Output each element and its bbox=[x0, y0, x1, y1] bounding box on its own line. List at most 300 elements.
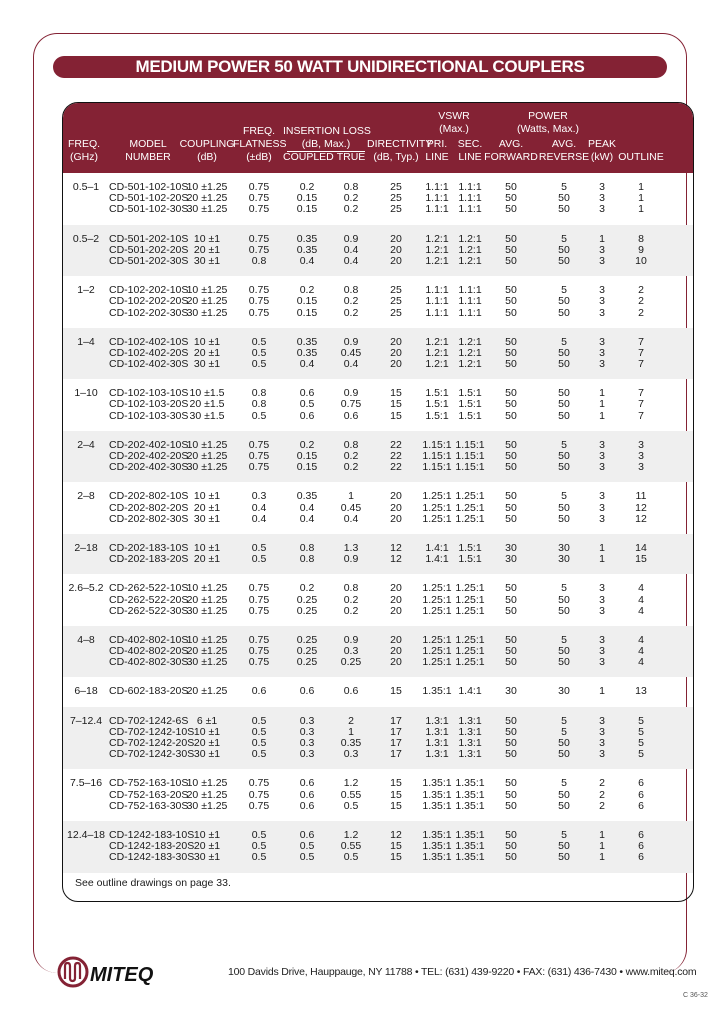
cell-avg-forward: 50 bbox=[505, 398, 517, 411]
cell-coupling: 20 ±1 bbox=[193, 346, 221, 359]
cell-vswr-pri: 1.35:1 bbox=[422, 777, 452, 790]
cell-peak: 3 bbox=[599, 306, 605, 319]
cell-peak: 3 bbox=[599, 358, 605, 371]
cell-vswr-pri: 1.25:1 bbox=[422, 593, 452, 606]
cell-flatness: 0.75 bbox=[248, 284, 270, 297]
cell-peak: 1 bbox=[599, 851, 605, 864]
cell-avg-reverse: 5 bbox=[561, 777, 567, 790]
cell-directivity: 20 bbox=[390, 346, 402, 359]
cell-vswr-sec: 1.1:1 bbox=[458, 306, 482, 319]
cell-model: CD-702-1242-30S bbox=[109, 748, 195, 761]
cell-directivity: 20 bbox=[390, 358, 402, 371]
cell-outline: 4 bbox=[638, 593, 644, 606]
cell-avg-forward: 50 bbox=[505, 192, 517, 205]
table-body bbox=[63, 173, 693, 893]
cell-flatness: 0.75 bbox=[248, 450, 270, 462]
cell-avg-reverse: 50 bbox=[558, 254, 570, 267]
cell-coupling: 20 ±1 bbox=[193, 840, 221, 853]
cell-avg-reverse: 5 bbox=[561, 335, 567, 348]
cell-peak: 3 bbox=[599, 490, 605, 503]
cell-vswr-pri: 1.1:1 bbox=[425, 295, 449, 308]
cell-vswr-sec: 1.1:1 bbox=[458, 203, 482, 216]
cell-avg-reverse: 50 bbox=[558, 387, 570, 400]
cell-avg-reverse: 50 bbox=[558, 501, 570, 514]
cell-outline: 7 bbox=[638, 387, 644, 400]
table-row bbox=[63, 399, 693, 410]
cell-coupling: 10 ±1 bbox=[193, 490, 221, 503]
table-row bbox=[63, 296, 693, 307]
header-directivity: DIRECTIVITY (dB, Typ.) bbox=[367, 138, 433, 163]
cell-coupling: 30 ±1 bbox=[193, 254, 221, 267]
cell-model: CD-262-522-10S bbox=[109, 582, 189, 595]
cell-vswr-pri: 1.25:1 bbox=[422, 604, 452, 617]
cell-directivity: 20 bbox=[390, 645, 402, 658]
freq-group bbox=[63, 574, 693, 626]
cell-peak: 3 bbox=[599, 450, 605, 462]
cell-model: CD-102-103-10S bbox=[109, 387, 189, 400]
cell-directivity: 15 bbox=[390, 409, 402, 422]
cell-avg-reverse: 50 bbox=[558, 192, 570, 205]
cell-il-true: 0.9 bbox=[343, 335, 359, 348]
cell-directivity: 20 bbox=[390, 243, 402, 256]
cell-vswr-pri: 1.2:1 bbox=[425, 346, 449, 359]
cell-peak: 3 bbox=[599, 438, 605, 451]
cell-il-coupled: 0.6 bbox=[299, 409, 315, 422]
cell-avg-forward: 50 bbox=[505, 490, 517, 503]
cell-model: CD-102-202-10S bbox=[109, 284, 189, 297]
cell-vswr-sec: 1.3:1 bbox=[458, 748, 482, 761]
cell-vswr-sec: 1.25:1 bbox=[455, 501, 485, 514]
cell-avg-reverse: 50 bbox=[558, 737, 570, 749]
cell-flatness: 0.75 bbox=[248, 656, 270, 669]
cell-il-true: 1 bbox=[348, 490, 354, 503]
cell-avg-reverse: 50 bbox=[558, 593, 570, 606]
cell-peak: 3 bbox=[599, 645, 605, 658]
cell-avg-forward: 50 bbox=[505, 438, 517, 451]
cell-flatness: 0.8 bbox=[251, 387, 267, 400]
cell-outline: 12 bbox=[635, 501, 647, 514]
cell-coupling: 20 ±1 bbox=[193, 501, 221, 514]
header-flatness: FREQ. FLATNESS (±dB) bbox=[233, 125, 287, 163]
cell-directivity: 15 bbox=[390, 799, 402, 812]
cell-coupling: 20 ±1.25 bbox=[186, 192, 228, 205]
cell-vswr-pri: 1.5:1 bbox=[425, 398, 449, 411]
cell-directivity: 22 bbox=[390, 438, 402, 451]
cell-freq: 2.6–5.2 bbox=[68, 582, 104, 595]
cell-vswr-pri: 1.35:1 bbox=[422, 685, 452, 698]
cell-outline: 15 bbox=[635, 553, 647, 566]
cell-avg-reverse: 30 bbox=[558, 553, 570, 566]
cell-peak: 3 bbox=[599, 725, 605, 738]
cell-avg-forward: 50 bbox=[505, 593, 517, 606]
cell-flatness: 0.75 bbox=[248, 295, 270, 308]
cell-il-true: 0.5 bbox=[343, 851, 359, 864]
cell-il-coupled: 0.15 bbox=[296, 192, 318, 205]
cell-flatness: 0.75 bbox=[248, 633, 270, 646]
cell-coupling: 30 ±1 bbox=[193, 358, 221, 371]
cell-il-coupled: 0.2 bbox=[299, 181, 315, 193]
cell-outline: 6 bbox=[638, 851, 644, 864]
cell-vswr-sec: 1.1:1 bbox=[458, 295, 482, 308]
cell-flatness: 0.75 bbox=[248, 799, 270, 812]
cell-coupling: 10 ±1.25 bbox=[186, 284, 228, 297]
cell-outline: 6 bbox=[638, 828, 644, 841]
cell-il-true: 0.3 bbox=[343, 748, 359, 761]
cell-directivity: 25 bbox=[390, 203, 402, 216]
cell-outline: 4 bbox=[638, 582, 644, 595]
cell-directivity: 17 bbox=[390, 748, 402, 761]
cell-flatness: 0.5 bbox=[251, 748, 267, 761]
cell-model: CD-102-202-20S bbox=[109, 295, 189, 308]
table-row bbox=[63, 801, 693, 812]
cell-outline: 3 bbox=[638, 461, 644, 474]
cell-vswr-sec: 1.1:1 bbox=[458, 284, 482, 297]
cell-avg-forward: 30 bbox=[505, 553, 517, 566]
cell-vswr-sec: 1.25:1 bbox=[455, 490, 485, 503]
cell-model: CD-202-402-10S bbox=[109, 438, 189, 451]
cell-coupling: 30 ±1.25 bbox=[186, 461, 228, 474]
cell-peak: 3 bbox=[599, 284, 605, 297]
cell-avg-reverse: 50 bbox=[558, 788, 570, 801]
cell-flatness: 0.75 bbox=[248, 777, 270, 790]
cell-il-coupled: 0.25 bbox=[296, 604, 318, 617]
table-row bbox=[63, 204, 693, 215]
cell-coupling: 20 ±1 bbox=[193, 737, 221, 749]
cell-coupling: 30 ±1.5 bbox=[189, 409, 225, 422]
cell-avg-reverse: 50 bbox=[558, 748, 570, 761]
cell-il-coupled: 0.15 bbox=[296, 203, 318, 216]
cell-avg-reverse: 5 bbox=[561, 181, 567, 193]
cell-peak: 3 bbox=[599, 346, 605, 359]
cell-directivity: 20 bbox=[390, 656, 402, 669]
cell-flatness: 0.75 bbox=[248, 593, 270, 606]
cell-vswr-pri: 1.3:1 bbox=[425, 714, 449, 727]
footer-contact: 100 Davids Drive, Hauppauge, NY 11788 • TEL: (631) 439-9220 • FAX: (631) 436-7430 • www.miteq.com bbox=[228, 966, 697, 978]
cell-peak: 3 bbox=[599, 604, 605, 617]
cell-outline: 11 bbox=[635, 490, 647, 503]
cell-vswr-sec: 1.25:1 bbox=[455, 656, 485, 669]
cell-coupling: 20 ±1.25 bbox=[186, 450, 228, 462]
cell-model: CD-202-402-30S bbox=[109, 461, 189, 474]
cell-il-coupled: 0.35 bbox=[296, 243, 318, 256]
cell-outline: 1 bbox=[638, 192, 644, 205]
cell-model: CD-102-402-10S bbox=[109, 335, 189, 348]
table-row bbox=[63, 583, 693, 594]
cell-flatness: 0.75 bbox=[248, 192, 270, 205]
cell-peak: 1 bbox=[599, 409, 605, 422]
cell-peak: 3 bbox=[599, 243, 605, 256]
cell-outline: 7 bbox=[638, 409, 644, 422]
cell-coupling: 10 ±1.5 bbox=[189, 387, 225, 400]
cell-vswr-sec: 1.25:1 bbox=[455, 582, 485, 595]
cell-il-true: 0.55 bbox=[340, 840, 362, 853]
cell-freq: 7.5–16 bbox=[69, 777, 103, 790]
cell-coupling: 20 ±1 bbox=[193, 243, 221, 256]
cell-peak: 3 bbox=[599, 748, 605, 761]
cell-vswr-pri: 1.15:1 bbox=[422, 450, 452, 462]
cell-flatness: 0.5 bbox=[251, 828, 267, 841]
cell-flatness: 0.5 bbox=[251, 840, 267, 853]
cell-model: CD-202-802-20S bbox=[109, 501, 189, 514]
cell-il-coupled: 0.35 bbox=[296, 335, 318, 348]
cell-coupling: 10 ±1.25 bbox=[186, 582, 228, 595]
cell-directivity: 12 bbox=[390, 553, 402, 566]
cell-model: CD-752-163-10S bbox=[109, 777, 189, 790]
cell-outline: 3 bbox=[638, 450, 644, 462]
cell-model: CD-752-163-20S bbox=[109, 788, 189, 801]
cell-il-true: 1.3 bbox=[343, 541, 359, 554]
cell-outline: 4 bbox=[638, 645, 644, 658]
cell-avg-reverse: 5 bbox=[561, 633, 567, 646]
cell-coupling: 30 ±1.25 bbox=[186, 799, 228, 812]
cell-avg-forward: 50 bbox=[505, 799, 517, 812]
cell-outline: 6 bbox=[638, 840, 644, 853]
cell-directivity: 20 bbox=[390, 633, 402, 646]
cell-vswr-pri: 1.1:1 bbox=[425, 284, 449, 297]
cell-directivity: 15 bbox=[390, 387, 402, 400]
header-il-true: TRUE bbox=[336, 151, 366, 163]
cell-avg-reverse: 5 bbox=[561, 284, 567, 297]
cell-coupling: 20 ±1.5 bbox=[189, 398, 225, 411]
cell-peak: 3 bbox=[599, 295, 605, 308]
cell-il-true: 0.4 bbox=[343, 243, 359, 256]
cell-vswr-pri: 1.2:1 bbox=[425, 232, 449, 245]
cell-il-true: 0.2 bbox=[343, 604, 359, 617]
cell-il-true: 0.4 bbox=[343, 254, 359, 267]
cell-il-true: 0.75 bbox=[340, 398, 362, 411]
cell-avg-forward: 50 bbox=[505, 714, 517, 727]
freq-group bbox=[63, 276, 693, 328]
cell-model: CD-501-202-30S bbox=[109, 254, 189, 267]
cell-model: CD-501-102-30S bbox=[109, 203, 189, 216]
header-vswr-pri: PRI. LINE bbox=[425, 138, 449, 163]
cell-coupling: 10 ±1 bbox=[193, 725, 221, 738]
cell-directivity: 25 bbox=[390, 181, 402, 193]
cell-il-true: 0.2 bbox=[343, 306, 359, 319]
cell-outline: 7 bbox=[638, 358, 644, 371]
cell-coupling: 10 ±1.25 bbox=[186, 438, 228, 451]
cell-model: CD-501-102-10S bbox=[109, 181, 189, 193]
cell-flatness: 0.5 bbox=[251, 737, 267, 749]
cell-outline: 6 bbox=[638, 788, 644, 801]
cell-outline: 7 bbox=[638, 346, 644, 359]
cell-avg-reverse: 50 bbox=[558, 409, 570, 422]
cell-vswr-sec: 1.25:1 bbox=[455, 645, 485, 658]
table-row bbox=[63, 491, 693, 502]
cell-vswr-sec: 1.1:1 bbox=[458, 181, 482, 193]
cell-peak: 3 bbox=[599, 192, 605, 205]
cell-il-true: 0.25 bbox=[340, 656, 362, 669]
cell-vswr-sec: 1.5:1 bbox=[458, 553, 482, 566]
header-insertion-loss: INSERTION LOSS (dB, Max.) bbox=[283, 125, 371, 150]
cell-freq: 2–18 bbox=[74, 541, 98, 554]
cell-il-true: 0.45 bbox=[340, 346, 362, 359]
cell-model: CD-102-402-30S bbox=[109, 358, 189, 371]
cell-model: CD-501-202-20S bbox=[109, 243, 189, 256]
cell-peak: 3 bbox=[599, 737, 605, 749]
cell-il-true: 0.35 bbox=[340, 737, 362, 749]
cell-avg-reverse: 50 bbox=[558, 840, 570, 853]
cell-vswr-pri: 1.25:1 bbox=[422, 501, 452, 514]
cell-vswr-pri: 1.2:1 bbox=[425, 243, 449, 256]
cell-vswr-pri: 1.3:1 bbox=[425, 737, 449, 749]
cell-avg-reverse: 50 bbox=[558, 306, 570, 319]
cell-vswr-sec: 1.35:1 bbox=[455, 788, 485, 801]
header-model: MODEL NUMBER bbox=[125, 138, 171, 163]
cell-peak: 3 bbox=[599, 593, 605, 606]
cell-flatness: 0.3 bbox=[251, 490, 267, 503]
cell-coupling: 30 ±1.25 bbox=[186, 203, 228, 216]
cell-freq: 2–8 bbox=[77, 490, 95, 503]
cell-flatness: 0.75 bbox=[248, 232, 270, 245]
svg-text:MITEQ: MITEQ bbox=[90, 964, 154, 986]
cell-avg-reverse: 50 bbox=[558, 346, 570, 359]
cell-flatness: 0.5 bbox=[251, 358, 267, 371]
cell-vswr-sec: 1.3:1 bbox=[458, 725, 482, 738]
cell-peak: 3 bbox=[599, 633, 605, 646]
cell-vswr-pri: 1.4:1 bbox=[425, 541, 449, 554]
cell-flatness: 0.5 bbox=[251, 851, 267, 864]
cell-vswr-pri: 1.25:1 bbox=[422, 633, 452, 646]
cell-outline: 6 bbox=[638, 777, 644, 790]
cell-avg-reverse: 5 bbox=[561, 725, 567, 738]
cell-vswr-pri: 1.1:1 bbox=[425, 306, 449, 319]
cell-il-coupled: 0.15 bbox=[296, 306, 318, 319]
cell-avg-reverse: 50 bbox=[558, 604, 570, 617]
cell-vswr-pri: 1.35:1 bbox=[422, 828, 452, 841]
cell-vswr-pri: 1.15:1 bbox=[422, 438, 452, 451]
cell-peak: 1 bbox=[599, 685, 605, 698]
cell-avg-reverse: 50 bbox=[558, 295, 570, 308]
cell-freq: 0.5–1 bbox=[72, 181, 100, 193]
cell-vswr-pri: 1.25:1 bbox=[422, 645, 452, 658]
header-freq: FREQ. (GHz) bbox=[67, 138, 101, 163]
cell-avg-forward: 50 bbox=[505, 777, 517, 790]
cell-outline: 4 bbox=[638, 656, 644, 669]
cell-freq: 1–4 bbox=[77, 335, 95, 348]
cell-model: CD-1242-183-10S bbox=[109, 828, 195, 841]
table-row bbox=[63, 308, 693, 319]
cell-peak: 3 bbox=[599, 656, 605, 669]
cell-coupling: 20 ±1 bbox=[193, 553, 221, 566]
cell-model: CD-262-522-20S bbox=[109, 593, 189, 606]
miteq-logo bbox=[57, 955, 187, 989]
cell-peak: 2 bbox=[599, 777, 605, 790]
header-outline: OUTLINE bbox=[618, 151, 664, 163]
header-power: POWER (Watts, Max.) bbox=[516, 110, 580, 135]
cell-vswr-sec: 1.2:1 bbox=[458, 243, 482, 256]
cell-peak: 1 bbox=[599, 541, 605, 554]
cell-vswr-pri: 1.2:1 bbox=[425, 254, 449, 267]
cell-flatness: 0.5 bbox=[251, 725, 267, 738]
cell-vswr-pri: 1.4:1 bbox=[425, 553, 449, 566]
cell-il-true: 0.8 bbox=[343, 181, 359, 193]
cell-vswr-sec: 1.35:1 bbox=[455, 828, 485, 841]
cell-il-true: 2 bbox=[348, 714, 354, 727]
cell-flatness: 0.4 bbox=[251, 501, 267, 514]
cell-coupling: 20 ±1.25 bbox=[186, 685, 228, 698]
cell-outline: 5 bbox=[638, 725, 644, 738]
cell-vswr-sec: 1.2:1 bbox=[458, 232, 482, 245]
cell-il-true: 0.2 bbox=[343, 295, 359, 308]
cell-peak: 3 bbox=[599, 254, 605, 267]
cell-avg-forward: 50 bbox=[505, 656, 517, 669]
cell-outline: 7 bbox=[638, 335, 644, 348]
cell-model: CD-202-183-20S bbox=[109, 553, 189, 566]
freq-group bbox=[63, 482, 693, 534]
cell-il-coupled: 0.3 bbox=[299, 725, 315, 738]
cell-peak: 3 bbox=[599, 501, 605, 514]
cell-flatness: 0.5 bbox=[251, 541, 267, 554]
cell-coupling: 20 ±1.25 bbox=[186, 645, 228, 658]
cell-avg-forward: 50 bbox=[505, 737, 517, 749]
cell-outline: 4 bbox=[638, 604, 644, 617]
cell-outline: 12 bbox=[635, 512, 647, 525]
cell-avg-forward: 50 bbox=[505, 788, 517, 801]
table-row bbox=[63, 462, 693, 473]
header-avg-forward: AVG. FORWARD bbox=[484, 138, 538, 163]
cell-coupling: 10 ±1 bbox=[193, 828, 221, 841]
cell-model: CD-402-802-10S bbox=[109, 633, 189, 646]
cell-coupling: 10 ±1 bbox=[193, 232, 221, 245]
cell-peak: 3 bbox=[599, 335, 605, 348]
table-row bbox=[63, 686, 693, 697]
cell-directivity: 22 bbox=[390, 450, 402, 462]
cell-coupling: 10 ±1 bbox=[193, 335, 221, 348]
cell-model: CD-262-522-30S bbox=[109, 604, 189, 617]
header-il-coupled: COUPLED bbox=[283, 151, 334, 163]
cell-flatness: 0.8 bbox=[251, 254, 267, 267]
cell-model: CD-602-183-20S bbox=[109, 685, 189, 698]
freq-group bbox=[63, 821, 693, 873]
cell-vswr-pri: 1.5:1 bbox=[425, 387, 449, 400]
cell-vswr-pri: 1.3:1 bbox=[425, 748, 449, 761]
cell-model: CD-202-183-10S bbox=[109, 541, 189, 554]
cell-il-coupled: 0.15 bbox=[296, 295, 318, 308]
freq-group bbox=[63, 707, 693, 770]
cell-avg-forward: 50 bbox=[505, 335, 517, 348]
cell-avg-reverse: 5 bbox=[561, 828, 567, 841]
cell-il-coupled: 0.5 bbox=[299, 398, 315, 411]
cell-flatness: 0.5 bbox=[251, 346, 267, 359]
cell-peak: 2 bbox=[599, 799, 605, 812]
cell-directivity: 17 bbox=[390, 737, 402, 749]
cell-flatness: 0.75 bbox=[248, 645, 270, 658]
cell-il-true: 0.4 bbox=[343, 358, 359, 371]
cell-model: CD-752-163-30S bbox=[109, 799, 189, 812]
table-row bbox=[63, 411, 693, 422]
cell-vswr-pri: 1.25:1 bbox=[422, 512, 452, 525]
cell-vswr-sec: 1.2:1 bbox=[458, 346, 482, 359]
cell-vswr-sec: 1.15:1 bbox=[455, 438, 485, 451]
cell-il-coupled: 0.6 bbox=[299, 777, 315, 790]
cell-il-true: 0.9 bbox=[343, 553, 359, 566]
cell-il-coupled: 0.35 bbox=[296, 232, 318, 245]
cell-flatness: 0.75 bbox=[248, 604, 270, 617]
cell-peak: 2 bbox=[599, 788, 605, 801]
cell-il-coupled: 0.3 bbox=[299, 737, 315, 749]
cell-il-coupled: 0.8 bbox=[299, 553, 315, 566]
cell-freq: 1–10 bbox=[74, 387, 98, 400]
cell-vswr-sec: 1.5:1 bbox=[458, 398, 482, 411]
cell-avg-reverse: 5 bbox=[561, 490, 567, 503]
cell-directivity: 20 bbox=[390, 501, 402, 514]
header-vswr: VSWR (Max.) bbox=[438, 110, 470, 135]
cell-directivity: 15 bbox=[390, 685, 402, 698]
cell-avg-forward: 50 bbox=[505, 387, 517, 400]
cell-coupling: 30 ±1.25 bbox=[186, 604, 228, 617]
cell-vswr-pri: 1.35:1 bbox=[422, 851, 452, 864]
